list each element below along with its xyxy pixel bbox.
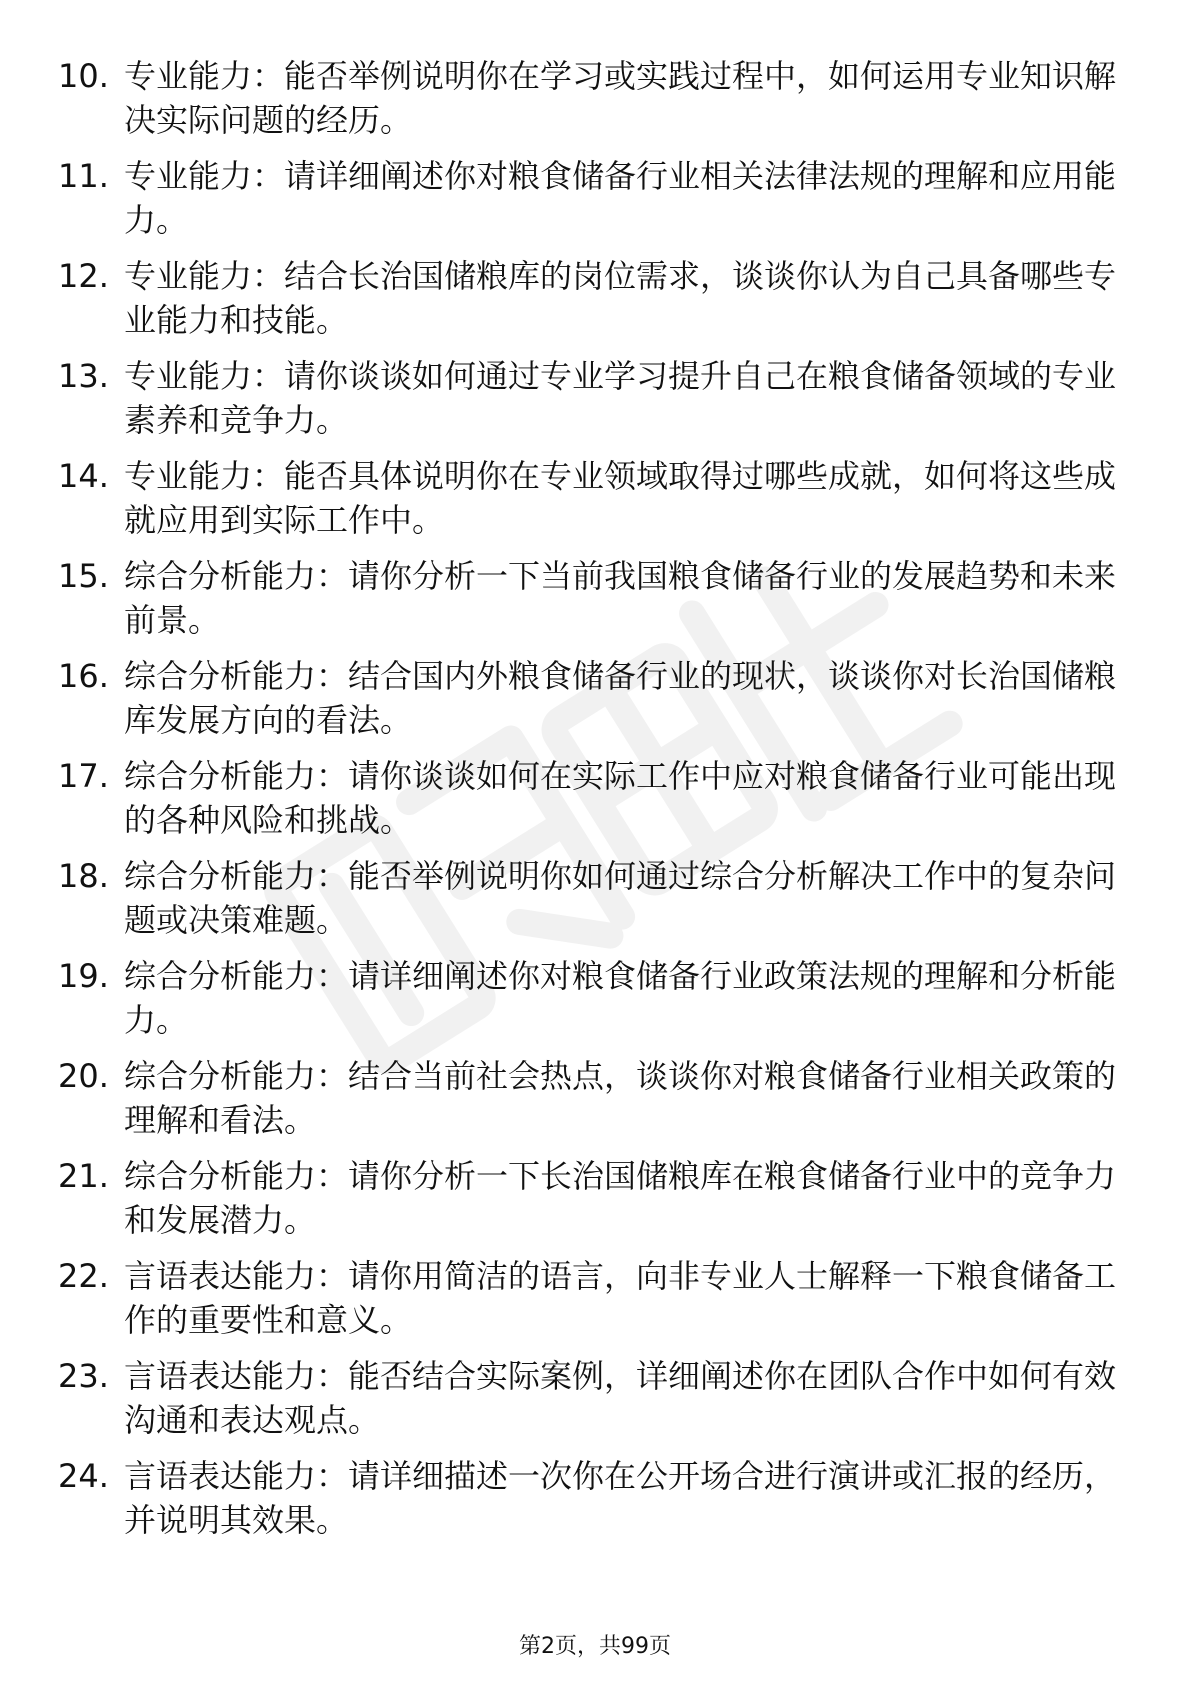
- question-text: 综合分析能力：请你分析一下当前我国粮食储备行业的发展趋势和未来前景。: [124, 557, 1117, 639]
- question-number: 18.: [58, 857, 109, 895]
- question-text: 综合分析能力：结合国内外粮食储备行业的现状，谈谈你对长治国储粮库发展方向的看法。: [124, 657, 1117, 739]
- question-number: 23.: [58, 1357, 109, 1395]
- question-item: [58, 354, 1118, 454]
- question-text: 专业能力：请你谈谈如何通过专业学习提升自己在粮食储备领域的专业素养和竞争力。: [124, 357, 1117, 439]
- question-item: [58, 554, 1118, 654]
- question-text: 专业能力：能否具体说明你在专业领域取得过哪些成就，如何将这些成就应用到实际工作中。: [124, 457, 1117, 539]
- question-text: 言语表达能力：请详细描述一次你在公开场合进行演讲或汇报的经历，并说明其效果。: [124, 1457, 1117, 1539]
- question-number: 10.: [58, 57, 109, 95]
- question-text: 专业能力：能否举例说明你在学习或实践过程中，如何运用专业知识解决实际问题的经历。: [124, 57, 1117, 139]
- question-text: 综合分析能力：能否举例说明你如何通过综合分析解决工作中的复杂问题或决策难题。: [124, 857, 1117, 939]
- question-text: 言语表达能力：能否结合实际案例，详细阐述你在团队合作中如何有效沟通和表达观点。: [124, 1357, 1117, 1439]
- question-number: 22.: [58, 1257, 109, 1295]
- question-text: 综合分析能力：请详细阐述你对粮食储备行业政策法规的理解和分析能力。: [124, 957, 1117, 1039]
- question-number: 12.: [58, 257, 109, 295]
- question-number: 19.: [58, 957, 109, 995]
- question-item: [58, 1254, 1118, 1354]
- question-item: [58, 1154, 1118, 1254]
- question-text: 言语表达能力：请你用简洁的语言，向非专业人士解释一下粮食储备工作的重要性和意义。: [124, 1257, 1117, 1339]
- question-number: 20.: [58, 1057, 109, 1095]
- question-list: [58, 54, 1118, 1554]
- question-number: 11.: [58, 157, 109, 195]
- question-number: 13.: [58, 357, 109, 395]
- question-number: 16.: [58, 657, 109, 695]
- question-number: 15.: [58, 557, 109, 595]
- question-item: [58, 754, 1118, 854]
- question-item: [58, 1354, 1118, 1454]
- question-item: [58, 454, 1118, 554]
- question-text: 综合分析能力：结合当前社会热点，谈谈你对粮食储备行业相关政策的理解和看法。: [124, 1057, 1117, 1139]
- question-text: 综合分析能力：请你谈谈如何在实际工作中应对粮食储备行业可能出现的各种风险和挑战。: [124, 757, 1117, 839]
- question-item: [58, 254, 1118, 354]
- question-number: 17.: [58, 757, 109, 795]
- question-item: [58, 154, 1118, 254]
- question-text: 专业能力：结合长治国储粮库的岗位需求，谈谈你认为自己具备哪些专业能力和技能。: [124, 257, 1117, 339]
- question-item: [58, 854, 1118, 954]
- question-number: 24.: [58, 1457, 109, 1495]
- question-text: 综合分析能力：请你分析一下长治国储粮库在粮食储备行业中的竞争力和发展潜力。: [124, 1157, 1117, 1239]
- question-item: [58, 1054, 1118, 1154]
- question-number: 14.: [58, 457, 109, 495]
- question-item: [58, 954, 1118, 1054]
- question-text: 专业能力：请详细阐述你对粮食储备行业相关法律法规的理解和应用能力。: [124, 157, 1117, 239]
- question-item: [58, 654, 1118, 754]
- question-number: 21.: [58, 1157, 109, 1195]
- page-number-footer: 第2页，共99页: [519, 1634, 671, 1659]
- question-item: [58, 1454, 1118, 1554]
- question-item: [58, 54, 1118, 154]
